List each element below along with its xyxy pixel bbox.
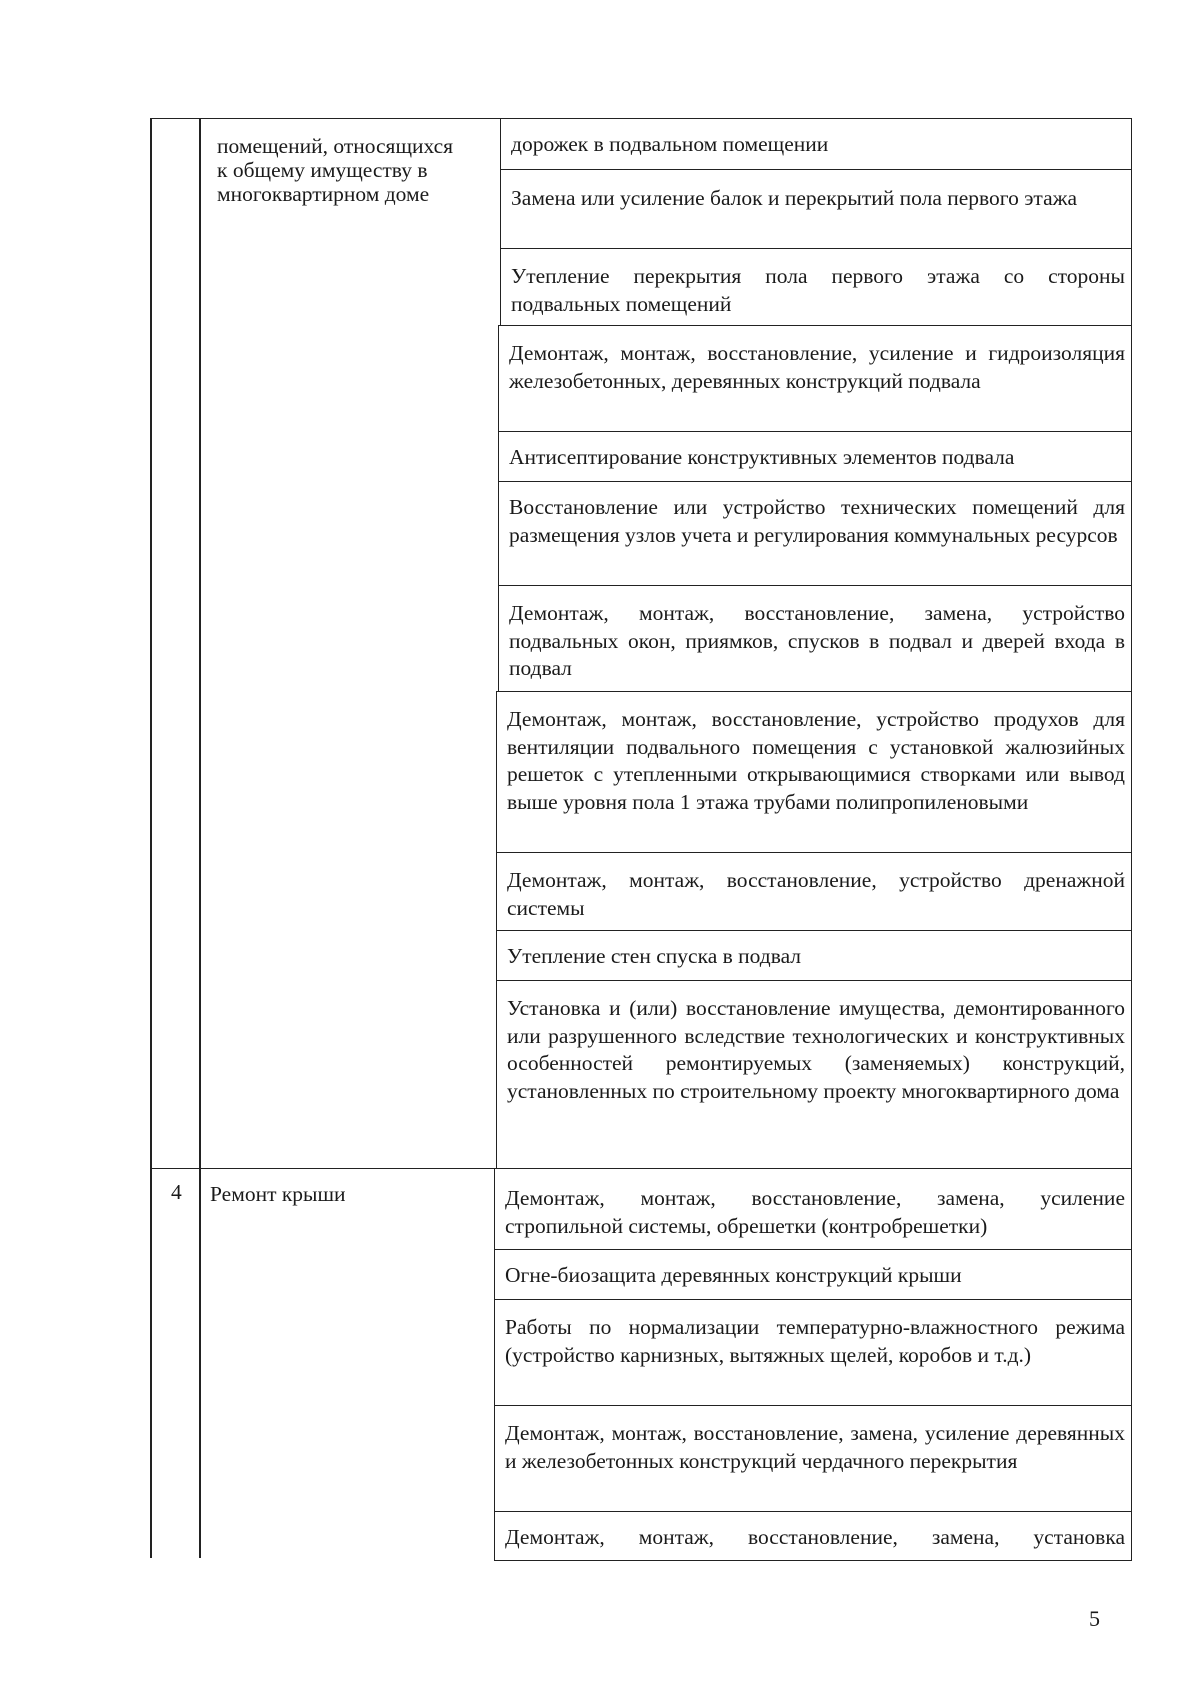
work-cell <box>500 118 1132 170</box>
work-text: Демонтаж, монтаж, восстановление, устройство продухов для вентиляции подвального помещения с установкой жалюзийных решеток с утепленными открывающимися створками или вывод выше уровня пола 1 этажа трубами полипропиленовыми <box>507 707 1125 814</box>
work-cell <box>500 248 1132 326</box>
work-cell <box>496 691 1132 853</box>
page-number: 5 <box>1089 1606 1100 1631</box>
section4-title: Ремонт крыши <box>210 1182 346 1206</box>
work-text: Антисептирование конструктивных элементов подвала <box>509 445 1015 469</box>
work-cell <box>498 325 1132 432</box>
work-cell <box>498 585 1132 692</box>
work-cell <box>496 980 1132 1169</box>
work-cell <box>498 431 1132 482</box>
work-text: Демонтаж, монтаж, восстановление, замена, усиление деревянных и железобетонных конструкций чердачного перекрытия <box>505 1421 1125 1473</box>
section3-title-line: многоквартирном доме <box>217 182 430 206</box>
work-text: Восстановление или устройство технических помещений для размещения узлов учета и регулирования коммунальных ресурсов <box>509 495 1125 547</box>
work-text: Демонтаж, монтаж, восстановление, замена, усиление стропильной системы, обрешетки (контробрешетки) <box>505 1186 1125 1238</box>
work-cell <box>496 930 1132 981</box>
work-cell <box>494 1405 1132 1512</box>
work-cell <box>494 1249 1132 1300</box>
work-cell <box>498 481 1132 586</box>
number-column-divider <box>199 118 201 1558</box>
work-text: Замена или усиление балок и перекрытий пола первого этажа <box>511 186 1078 210</box>
section4-number: 4 <box>171 1180 182 1204</box>
table-left-border <box>150 118 152 1558</box>
work-cell <box>494 1511 1132 1561</box>
section3-title-line: к общему имуществу в <box>217 158 428 182</box>
table-top-border-left <box>150 118 500 119</box>
work-cell <box>496 852 1132 931</box>
section3-title-line: помещений, относящихся <box>217 134 454 158</box>
work-text: Установка и (или) восстановление имущества, демонтированного или разрушенного вследствие технологических и конструктивных особенностей ремонтируемых (заменяемых) конструкций, установленных по строительному проекту многоквартирного дома <box>507 996 1125 1103</box>
work-text: Утепление перекрытия пола первого этажа со стороны подвальных помещений <box>511 264 1125 316</box>
work-text: Демонтаж, монтаж, восстановление, усиление и гидроизоляция железобетонных, деревянных конструкций подвала <box>509 341 1125 393</box>
work-text: Демонтаж, монтаж, восстановление, замена, устройство подвальных окон, приямков, спусков в подвал и дверей входа в подвал <box>509 601 1125 680</box>
work-text: Утепление стен спуска в подвал <box>507 944 802 968</box>
work-cell <box>494 1299 1132 1406</box>
work-text: Огне-биозащита деревянных конструкций крыши <box>505 1263 962 1287</box>
work-text: Демонтаж, монтаж, восстановление, замена, установка <box>505 1525 1125 1549</box>
work-text: Демонтаж, монтаж, восстановление, устройство дренажной системы <box>507 868 1125 920</box>
work-cell <box>494 1168 1132 1250</box>
section3-title <box>217 134 453 206</box>
work-text: дорожек в подвальном помещении <box>511 132 829 156</box>
work-cell <box>500 169 1132 249</box>
work-text: Работы по нормализации температурно-влажностного режима (устройство карнизных, вытяжных щелей, коробов и т.д.) <box>505 1315 1125 1367</box>
section-divider <box>150 1168 496 1169</box>
